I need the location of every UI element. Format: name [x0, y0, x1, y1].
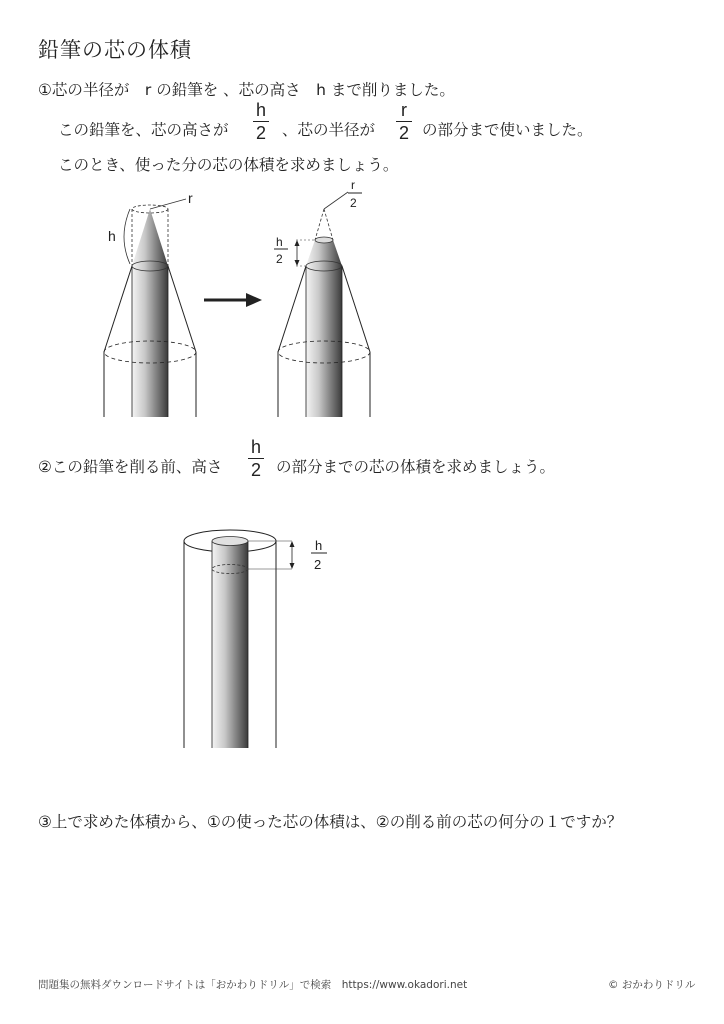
- q2-text-a: ②この鉛筆を削る前、高さ: [38, 458, 223, 476]
- right-arrow-icon: [204, 293, 262, 307]
- fraction-denominator: 2: [398, 123, 409, 144]
- fraction-bar: [396, 121, 412, 122]
- q2-text-b: の部分までの芯の体積を求めましょう。: [276, 458, 556, 476]
- height-num: h: [315, 538, 323, 553]
- q1-line2-c: の部分まで使いました。: [422, 121, 593, 139]
- lead-top-ellipse: [212, 537, 248, 546]
- cut-top-ellipse: [315, 237, 333, 243]
- used-tip-right: [324, 209, 333, 240]
- used-pencil-figure: [274, 180, 370, 417]
- lead-cone-tip: [132, 209, 168, 266]
- radius-label: r: [188, 190, 193, 206]
- radius-num: r: [351, 180, 355, 192]
- fraction-numerator: h: [255, 100, 266, 120]
- q1-line2-b: 、芯の半径が: [282, 121, 376, 139]
- page-title: 鉛筆の芯の体積: [38, 38, 192, 62]
- height-den: 2: [314, 557, 322, 572]
- q3-text: ③上で求めた体積から、①の使った芯の体積は、②の削る前の芯の何分の１ですか？: [38, 813, 623, 831]
- radius-leader: [324, 192, 348, 209]
- footer-site-info: 問題集の無料ダウンロードサイトは「おかわりドリル」で検索 https://www.okadori.net: [38, 979, 468, 991]
- q1-line2-a: この鉛筆を、芯の高さが: [58, 121, 229, 139]
- fraction-bar: [248, 458, 264, 459]
- height-num: h: [276, 235, 283, 249]
- used-tip-left: [315, 209, 324, 240]
- q1-line3: このとき、使った分の芯の体積を求めましょう。: [58, 156, 399, 174]
- radius-leader: [150, 199, 186, 209]
- q2-fraction-h-half: [248, 437, 264, 480]
- fraction-bar: [253, 121, 269, 122]
- q1-fraction-h-half: [253, 100, 269, 143]
- height-den: 2: [276, 252, 283, 266]
- q1-line1: ①芯の半径が r の鉛筆を 、芯の高さ h まで削りました。: [38, 81, 455, 99]
- wood-cone-left: [104, 266, 132, 352]
- fraction-denominator: 2: [250, 460, 261, 481]
- radius-den: 2: [350, 196, 357, 210]
- fraction-numerator: r: [401, 100, 407, 120]
- wood-cone-right: [168, 266, 196, 352]
- height-label: h: [108, 228, 116, 244]
- sharpened-pencil-figure: [104, 190, 196, 417]
- unsharpened-pencil-figure: [0, 520, 724, 755]
- footer-copyright: © おかわりドリル: [608, 979, 696, 991]
- q1-fraction-r-half: [396, 100, 412, 143]
- pencil-figures: [0, 180, 724, 425]
- fraction-numerator: h: [250, 437, 261, 457]
- height-brace: [124, 209, 130, 264]
- fraction-denominator: 2: [255, 123, 266, 144]
